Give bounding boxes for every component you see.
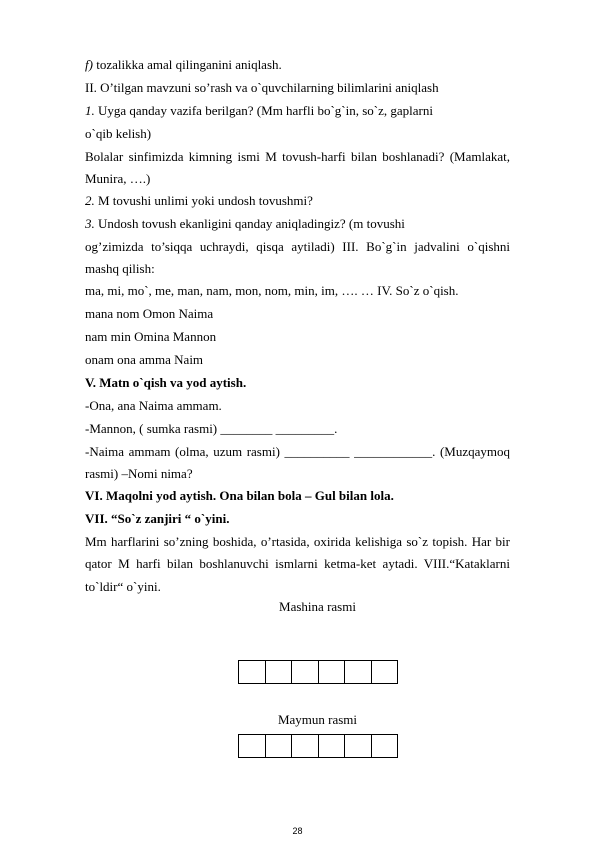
item-marker: 3. [85, 216, 95, 231]
section-v-heading: V. Matn o`qish va yod aytish. [85, 375, 247, 390]
letter-grid-mashina [238, 660, 398, 684]
question-1 [85, 103, 510, 119]
grid-cell[interactable] [345, 661, 372, 684]
grid-cell[interactable] [292, 735, 319, 758]
caption-maymun: Maymun rasmi [277, 712, 358, 727]
task-f-line [85, 57, 510, 73]
item-marker: 1. [85, 103, 95, 118]
word-row-2: nam min Omina Mannon [85, 329, 217, 344]
grid-cell[interactable] [265, 661, 292, 684]
line-text: tozalikka amal qilinganini aniqlash. [92, 57, 282, 72]
section-vii-heading: VII. “So`z zanjiri “ o`yini. [85, 511, 230, 526]
page-number: 28 [292, 826, 303, 836]
grid-cell[interactable] [371, 661, 398, 684]
paragraph-names: Bolalar sinfimizda kimning ismi M tovush-harfi bilan boshlanadi? (Mamlakat, Munira, ….) [85, 149, 510, 187]
section-vi-heading: VI. Maqolni yod aytish. Ona bilan bola – Gul bilan lola. [85, 488, 394, 503]
caption-mashina: Mashina rasmi [279, 599, 356, 614]
text-line-2: -Mannon, ( sumka rasmi) ________ _________. [85, 421, 338, 436]
grid-cell[interactable] [345, 735, 372, 758]
question-1-cont: o`qib kelish) [85, 126, 152, 141]
grid-cell[interactable] [239, 735, 266, 758]
section-ii-heading: II. O’tilgan mavzuni so’rash va o`quvchilarning bilimlarini aniqlash [85, 80, 439, 95]
paragraph-game: Mm harflarini so’zning boshida, o’rtasida, oxirida kelishiga so`z topish. Har bir qator M harfi bilan boshlanuvchi ismlarni ketma-ket aytadi. VIII.“Kataklarni to`ldir“ o`yini. [85, 534, 510, 594]
line-text: M tovushi unlimi yoki undosh tovushmi? [94, 193, 313, 208]
syllable-row: ma, mi, mo`, me, man, nam, mon, nom, min, im, …. … IV. So`z o`qish. [85, 283, 459, 298]
grid-cell[interactable] [239, 661, 266, 684]
question-2 [85, 193, 510, 209]
grid-cell[interactable] [371, 735, 398, 758]
item-marker: 2. [85, 193, 95, 208]
grid-cell[interactable] [318, 735, 345, 758]
text-line-1: -Ona, ana Naima ammam. [85, 398, 222, 413]
line-text: Uyga qanday vazifa berilgan? (Mm harfli bo`g`in, so`z, gaplarni [94, 103, 433, 118]
question-3 [85, 216, 510, 232]
paragraph-syllable-table: og’zimizda to’siqqa uchraydi, qisqa aytiladi) III. Bo`g`in jadvalini o`qishni mashq qilish: [85, 239, 510, 277]
grid-cell[interactable] [318, 661, 345, 684]
letter-grid-maymun [238, 734, 398, 758]
item-marker: f) [85, 57, 93, 72]
line-text: Undosh tovush ekanligini qanday aniqladingiz? (m tovushi [94, 216, 405, 231]
word-row-3: onam ona amma Naim [85, 352, 204, 367]
text-paragraph-3: -Naima ammam (olma, uzum rasmi) __________ ____________. (Muzqaymoq rasmi) –Nomi nima? [85, 444, 510, 482]
word-row-1: mana nom Omon Naima [85, 306, 214, 321]
grid-cell[interactable] [265, 735, 292, 758]
grid-cell[interactable] [292, 661, 319, 684]
